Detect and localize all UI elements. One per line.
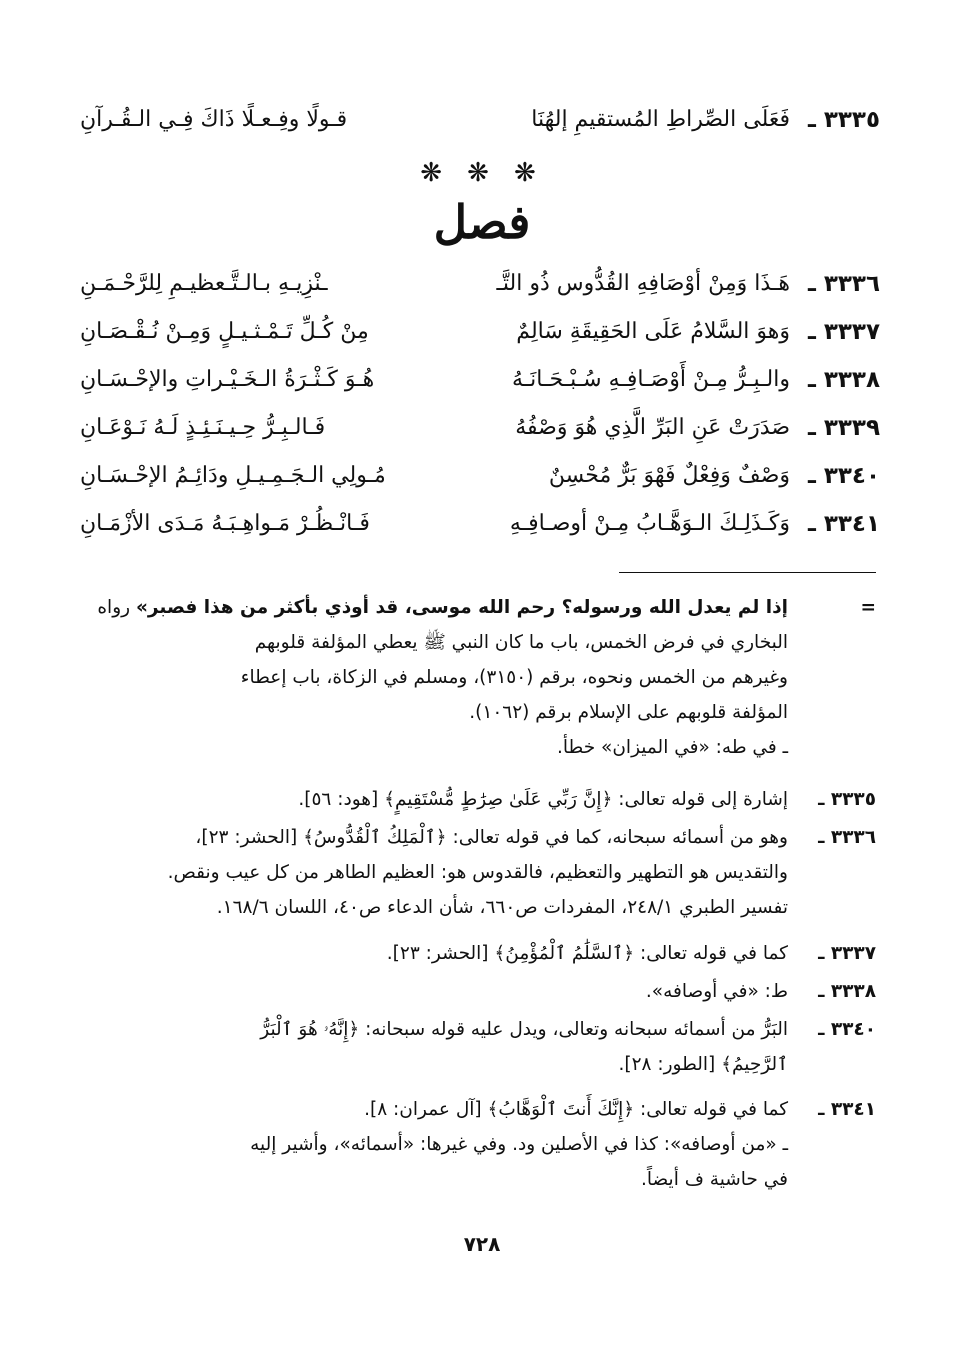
verse-number: ٣٣٣٨ ـ: [807, 367, 880, 393]
footnote-text: [76, 1012, 788, 1082]
verse-first-hemistich: وَهوَ السَّلامُ عَلَى الحَقِيقَةِ سَالِمٌ: [516, 319, 790, 344]
footnote-line: ـ «من أوصافه»: كذا في الأصلين ود. وفي غيرها: «أسمائه»، وأشير إليه: [250, 1134, 788, 1155]
verse-second-hemistich: فَـالـبِـرُّ حِـيـنَـئِـذٍ لَـهُ نَـوْعَـانِ: [80, 415, 326, 440]
hadith-quote: إذا لم يعدل الله ورسوله؟ رحم الله موسى، قد أوذي بأكثر من هذا فصبر»: [135, 597, 788, 618]
verse-first-hemistich: هَـذَا وَمِنْ أوْصَافِهِ القُدُّوس ذُو التَّـ: [496, 271, 790, 296]
footnote-line: كما في قوله تعالى: ﴿ٱلسَّلَٰمُ ٱلْمُؤْمِنُ﴾ [الحشر: ٢٣].: [386, 943, 788, 964]
verse-row: [80, 100, 880, 144]
footnote-line: إشارة إلى قوله تعالى: ﴿إِنَّ رَبِّي عَلَىٰ صِرَٰطٍ مُّسْتَقِيمٍ﴾ [هود: ٥٦].: [298, 789, 788, 810]
section-ornament: ❋ ❋ ❋: [420, 158, 544, 188]
verse-first-hemistich: وَصْفٌ وَفِعْلٌ فَهْوَ بَرٌّ مُحْسِنٌ: [548, 463, 790, 488]
section-title: فصل: [433, 195, 531, 249]
footnote-separator: [619, 572, 876, 573]
verse-second-hemistich: فَـانْـظُـرْ مَـواهِـبَـهُ مَـدَى الأزْمَـانِ: [80, 511, 370, 536]
verse-second-hemistich: مِنْ كُـلِّ تَـمْـثـيـلٍ وَمِـنْ نُـقْـصَـانِ: [80, 319, 369, 344]
verse-first-hemistich: والـبِـرُّ مِـنْ أَوْصَـافِـهِ سُـبْـحَـانَـهُ: [511, 367, 790, 392]
footnote-line: البَرُّ من أسمائه سبحانه وتعالى، ويدل عليه قوله سبحانه: ﴿إِنَّهُۥ هُوَ ٱلْبَرُّ: [260, 1019, 788, 1040]
verse-number: ٣٣٣٩ ـ: [807, 415, 880, 441]
footnote-line: كما في قوله تعالى: ﴿إِنَّكَ أَنتَ ٱلْوَهَّابُ﴾ [آل عمران: ٨].: [364, 1099, 788, 1120]
verse-second-hemistich: قـولًا وفِـعـلًا ذَاكَ فِـي الـقُـرآنِ: [80, 107, 348, 132]
footnote-line: وهو من أسمائه سبحانه، كما في قوله تعالى: ﴿ٱلْمَلِكُ ٱلْقُدُّوسُ﴾ [الحشر: ٢٣]،: [195, 827, 788, 848]
footnote-line: ٱلرَّحِيمُ﴾ [الطور: ٢٨].: [618, 1054, 788, 1075]
footnote-continued: [76, 590, 876, 765]
footnote-line: ط: «في أوصافه».: [645, 981, 788, 1002]
verse-number: ٣٣٣٥ ـ: [807, 107, 880, 133]
footnote-line: وغيرهم من الخمس ونحوه، برقم (٣١٥٠)، ومسلم في الزكاة، باب إعطاء: [240, 667, 788, 688]
footnote-marker: =: [860, 597, 876, 618]
verse-row: [80, 456, 880, 500]
footnote-text: [76, 820, 788, 925]
page-number: ٧٢٨: [463, 1232, 501, 1256]
footnote-number: ٣٣٤١ ـ: [818, 1099, 876, 1120]
verse-row: [80, 408, 880, 452]
verse-row: [80, 360, 880, 404]
verse-first-hemistich: وَكَـذَلِـكَ الـوَهَّـابُ مِـنْ أوصـافِـهِ: [509, 511, 790, 536]
footnote-line: المؤلفة قلوبهم على الإسلام برقم (١٠٦٢).: [469, 702, 788, 723]
footnote-text: [76, 1092, 788, 1197]
verse-number: ٣٣٤٠ ـ: [807, 463, 880, 489]
footnote-line: رواه البخاري في فرض الخمس، باب ما كان النبي ﷺ يعطي المؤلفة قلوبهم: [97, 597, 788, 653]
footnote-number: ٣٣٤٠ ـ: [818, 1019, 876, 1040]
verse-row: [80, 312, 880, 356]
verse-first-hemistich: فَعَلَى الصِّراطِ المُستقيمِ إلهُنَا: [531, 107, 790, 132]
footnote-number: ٣٣٣٨ ـ: [818, 981, 876, 1002]
verse-row: [80, 264, 880, 308]
footnote-line: ـ في طه: «في الميزان» خطأ.: [557, 737, 788, 758]
footnote-number: ٣٣٣٦ ـ: [818, 827, 876, 848]
footnote-3341: [76, 1092, 876, 1197]
footnote-3337: [76, 936, 876, 971]
verse-second-hemistich: هُـوَ كَـثْـرَةُ الـخَـيْـراتِ والإحْـسَـانِ: [80, 367, 375, 392]
footnote-number: ٣٣٣٥ ـ: [818, 789, 876, 810]
footnote-3336: [76, 820, 876, 925]
verse-first-hemistich: صَدَرَتْ عَنِ البَرِّ الَّذِي هُوَ وَصْفُهُ: [515, 415, 790, 440]
footnote-number: ٣٣٣٧ ـ: [818, 943, 876, 964]
footnote-3340: [76, 1012, 876, 1082]
verse-second-hemistich: مُـولِي الـجَـمِـيـلِ ودَائِـمُ الإحْـسَـانِ: [80, 463, 386, 488]
verse-number: ٣٣٣٧ ـ: [807, 319, 880, 345]
verse-second-hemistich: ـنْزِيـهِ بـالـتَّـعظيـمِ لِلرَّحْـمَـنِ: [80, 271, 328, 296]
footnote-3338: [76, 974, 876, 1009]
footnote-line: والتقديس هو التطهير والتعظيم، فالقدوس هو: العظيم الطاهر من كل عيب ونقص.: [167, 862, 788, 883]
footnote-line: تفسير الطبري ٢٤٨/١، المفردات ص٦٦٠، شأن الدعاء ص٤٠، اللسان ١٦٨/٦.: [216, 897, 788, 918]
footnote-text: [76, 590, 788, 765]
verse-row: [80, 504, 880, 548]
verse-number: ٣٣٣٦ ـ: [807, 271, 880, 297]
footnote-3335: [76, 782, 876, 817]
verse-number: ٣٣٤١ ـ: [807, 511, 880, 537]
footnote-line: في حاشية ف أيضاً.: [640, 1169, 788, 1190]
